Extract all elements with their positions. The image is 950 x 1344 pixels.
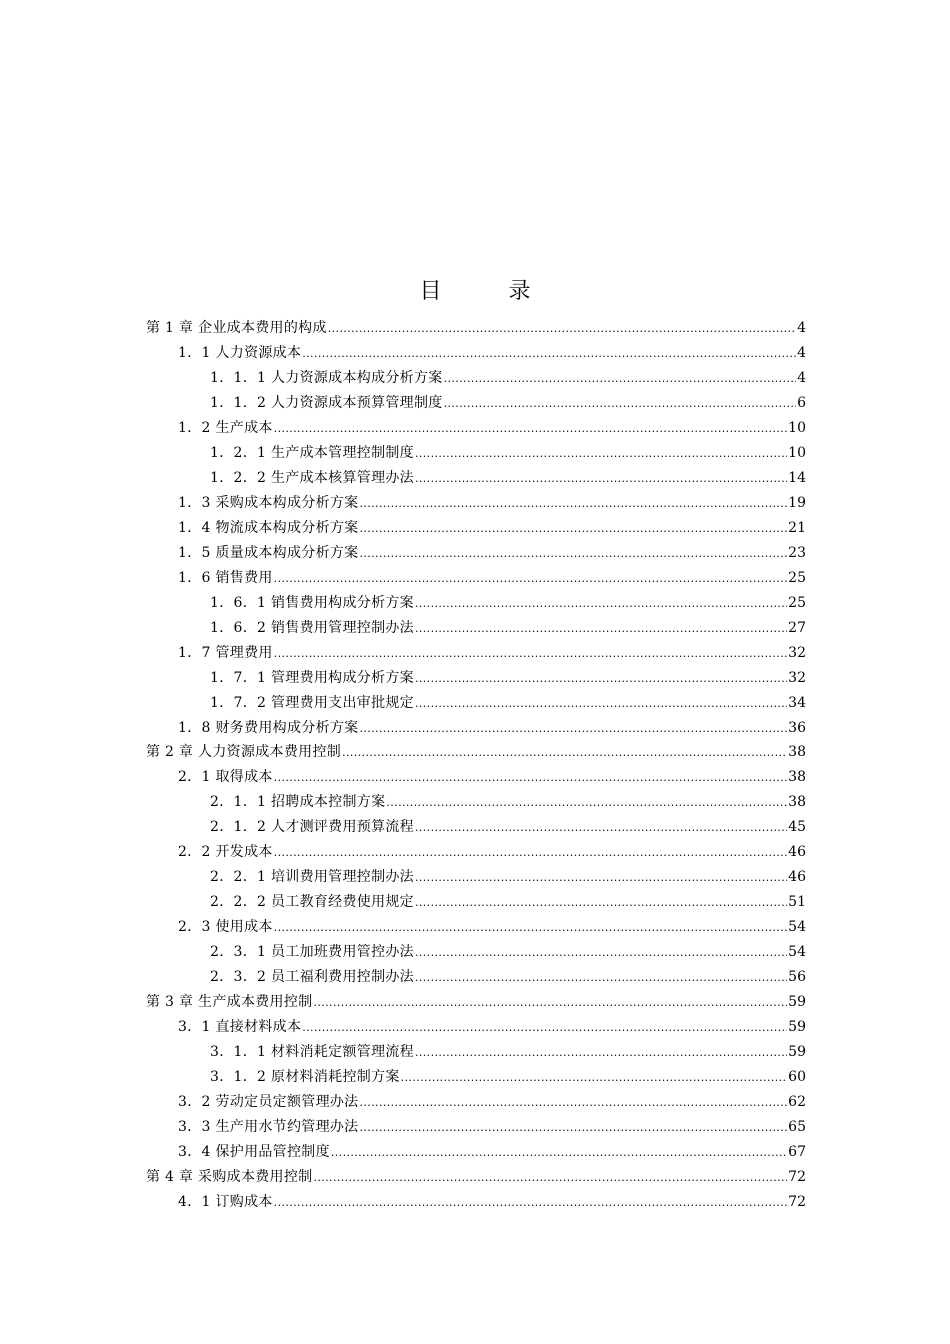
- toc-entry[interactable]: [146, 1090, 806, 1115]
- toc-entry-page-number: 59: [788, 994, 806, 1011]
- toc-entry[interactable]: [146, 965, 806, 990]
- toc-entry-page-number: 14: [788, 469, 806, 486]
- toc-entry-page-number: 56: [788, 969, 806, 986]
- toc-entry[interactable]: [146, 466, 806, 491]
- toc-dot-leader: [386, 791, 787, 816]
- toc-entry-page-number: 36: [788, 719, 806, 736]
- toc-entry-label: 1．8 财务费用构成分析方案: [178, 719, 359, 736]
- toc-dot-leader: [415, 1041, 787, 1066]
- toc-entry[interactable]: [146, 1040, 806, 1065]
- toc-dot-leader: [274, 916, 788, 941]
- toc-entry-page-number: 19: [788, 494, 806, 511]
- toc-dot-leader: [313, 1166, 787, 1191]
- toc-entry[interactable]: [146, 840, 806, 865]
- toc-dot-leader: [415, 442, 787, 467]
- toc-dot-leader: [359, 517, 787, 542]
- toc-dot-leader: [313, 991, 787, 1016]
- toc-dot-leader: [444, 392, 797, 417]
- toc-dot-leader: [302, 342, 796, 367]
- toc-entry-label: 3．1．1 材料消耗定额管理流程: [210, 1044, 414, 1061]
- toc-entry-label: 1．7．2 管理费用支出审批规定: [210, 694, 414, 711]
- toc-entry-label: 1．1．1 人力资源成本构成分析方案: [210, 369, 443, 386]
- toc-entry[interactable]: [146, 491, 806, 516]
- toc-entry[interactable]: [146, 940, 806, 965]
- toc-entry[interactable]: [146, 691, 806, 716]
- toc-entry[interactable]: [146, 391, 806, 416]
- toc-entry-label: 4．1 订购成本: [178, 1193, 273, 1210]
- toc-entry-label: 1．2．2 生产成本核算管理办法: [210, 469, 414, 486]
- toc-dot-leader: [274, 567, 788, 592]
- toc-dot-leader: [415, 866, 787, 891]
- toc-entry-label: 2．2．2 员工教育经费使用规定: [210, 894, 414, 911]
- toc-entry-page-number: 38: [788, 769, 806, 786]
- toc-entry[interactable]: [146, 790, 806, 815]
- toc-entry-page-number: 67: [788, 1143, 806, 1160]
- toc-entry-page-number: 59: [788, 1019, 806, 1036]
- toc-entry-label: 3．4 保护用品管控制度: [178, 1143, 330, 1160]
- toc-dot-leader: [302, 1016, 787, 1041]
- toc-entry-page-number: 10: [788, 419, 806, 436]
- toc-entry-page-number: 45: [788, 819, 806, 836]
- toc-entry[interactable]: [146, 416, 806, 441]
- toc-entry-label: 2．1 取得成本: [178, 769, 273, 786]
- toc-entry[interactable]: [146, 316, 806, 341]
- toc-entry-page-number: 4: [797, 344, 806, 361]
- toc-entry-label: 2．1．2 人才测评费用预算流程: [210, 819, 414, 836]
- toc-entry-page-number: 27: [788, 619, 806, 636]
- toc-entry-label: 3．1．2 原材料消耗控制方案: [210, 1069, 400, 1086]
- toc-dot-leader: [415, 617, 787, 642]
- toc-dot-leader: [415, 941, 787, 966]
- toc-entry[interactable]: [146, 716, 806, 741]
- toc-entry-label: 1．3 采购成本构成分析方案: [178, 494, 359, 511]
- toc-entry-label: 1．4 物流成本构成分析方案: [178, 519, 359, 536]
- toc-dot-leader: [444, 367, 797, 392]
- toc-dot-leader: [359, 1116, 787, 1141]
- toc-entry-page-number: 25: [788, 594, 806, 611]
- toc-entry[interactable]: [146, 341, 806, 366]
- toc-entry-label: 2．2．1 培训费用管理控制办法: [210, 869, 414, 886]
- toc-dot-leader: [415, 966, 787, 991]
- toc-entry[interactable]: [146, 1140, 806, 1165]
- toc-dot-leader: [342, 741, 787, 766]
- toc-entry[interactable]: [146, 541, 806, 566]
- toc-entry-label: 3．1 直接材料成本: [178, 1019, 302, 1036]
- toc-entry-label: 第 2 章 人力资源成本费用控制: [146, 744, 342, 761]
- toc-dot-leader: [415, 891, 787, 916]
- toc-entry[interactable]: [146, 516, 806, 541]
- toc-dot-leader: [274, 841, 788, 866]
- toc-entry[interactable]: [146, 740, 806, 765]
- toc-entry-label: 1．1．2 人力资源成本预算管理制度: [210, 394, 443, 411]
- toc-entry-page-number: 72: [788, 1193, 806, 1210]
- toc-dot-leader: [415, 692, 787, 717]
- toc-entry-page-number: 46: [788, 844, 806, 861]
- toc-dot-leader: [274, 417, 788, 442]
- toc-entry[interactable]: [146, 1165, 806, 1190]
- toc-entry-page-number: 4: [797, 369, 806, 386]
- toc-entry[interactable]: [146, 915, 806, 940]
- toc-dot-leader: [359, 717, 787, 742]
- toc-entry-label: 3．2 劳动定员定额管理办法: [178, 1094, 359, 1111]
- toc-entry-label: 3．3 生产用水节约管理办法: [178, 1119, 359, 1135]
- toc-entry-page-number: 10: [788, 444, 806, 461]
- toc-entry-page-number: 38: [788, 744, 806, 761]
- toc-entry-page-number: 34: [788, 694, 806, 711]
- toc-entry-page-number: 6: [797, 394, 806, 411]
- toc-entry-page-number: 21: [788, 519, 806, 536]
- toc-dot-leader: [331, 1141, 787, 1166]
- toc-dot-leader: [359, 492, 787, 517]
- toc-dot-leader: [274, 642, 788, 667]
- toc-entry[interactable]: [146, 1190, 806, 1215]
- toc-entry-label: 第 1 章 企业成本费用的构成: [146, 320, 327, 336]
- toc-entry-page-number: 32: [788, 644, 806, 661]
- toc-entry[interactable]: [146, 990, 806, 1015]
- toc-entry[interactable]: [146, 591, 806, 616]
- toc-entry-label: 1．6．1 销售费用构成分析方案: [210, 594, 414, 611]
- toc-entry[interactable]: [146, 641, 806, 666]
- toc-entry[interactable]: [146, 1065, 806, 1090]
- toc-entry-page-number: 59: [788, 1044, 806, 1061]
- toc-entry-label: 1．7．1 管理费用构成分析方案: [210, 669, 414, 686]
- toc-entry[interactable]: [146, 441, 806, 466]
- toc-entry[interactable]: [146, 865, 806, 890]
- toc-dot-leader: [415, 592, 787, 617]
- toc-entry[interactable]: [146, 890, 806, 915]
- toc-dot-leader: [274, 1191, 788, 1216]
- toc-dot-leader: [401, 1066, 788, 1091]
- table-of-contents: [146, 316, 806, 1215]
- toc-entry[interactable]: [146, 815, 806, 840]
- toc-entry-page-number: 23: [788, 544, 806, 561]
- toc-dot-leader: [415, 816, 787, 841]
- toc-entry-page-number: 38: [788, 794, 806, 811]
- toc-entry[interactable]: [146, 1115, 806, 1140]
- toc-entry[interactable]: [146, 666, 806, 691]
- toc-entry[interactable]: [146, 566, 806, 591]
- toc-dot-leader: [274, 766, 788, 791]
- toc-entry-page-number: 54: [788, 919, 806, 936]
- toc-entry-page-number: 62: [788, 1094, 806, 1111]
- toc-entry-label: 1．5 质量成本构成分析方案: [178, 544, 359, 561]
- toc-entry[interactable]: [146, 1015, 806, 1040]
- toc-entry-label: 1．2．1 生产成本管理控制制度: [210, 444, 414, 461]
- toc-entry-page-number: 72: [788, 1168, 806, 1185]
- toc-entry-page-number: 25: [788, 569, 806, 586]
- toc-entry-label: 1．1 人力资源成本: [178, 344, 302, 361]
- toc-entry-page-number: 65: [788, 1119, 806, 1135]
- toc-dot-leader: [415, 467, 787, 492]
- toc-entry-page-number: 51: [788, 894, 806, 911]
- toc-entry-label: 第 4 章 采购成本费用控制: [146, 1168, 313, 1185]
- toc-entry[interactable]: [146, 765, 806, 790]
- toc-entry-label: 2．3．2 员工福利费用控制办法: [210, 969, 414, 986]
- toc-dot-leader: [415, 667, 787, 692]
- toc-entry-label: 2．1．1 招聘成本控制方案: [210, 794, 386, 811]
- toc-dot-leader: [359, 542, 787, 567]
- toc-entry-page-number: 32: [788, 669, 806, 686]
- toc-entry-page-number: 4: [797, 320, 806, 336]
- toc-entry-page-number: 46: [788, 869, 806, 886]
- toc-dot-leader: [359, 1091, 787, 1116]
- toc-entry-label: 1．6 销售费用: [178, 569, 273, 586]
- toc-entry-label: 1．7 管理费用: [178, 644, 273, 661]
- toc-dot-leader: [328, 317, 796, 342]
- toc-entry[interactable]: [146, 616, 806, 641]
- toc-entry-label: 第 3 章 生产成本费用控制: [146, 994, 313, 1011]
- toc-entry-label: 1．6．2 销售费用管理控制办法: [210, 619, 414, 636]
- toc-entry-page-number: 54: [788, 944, 806, 961]
- toc-entry-label: 1．2 生产成本: [178, 419, 273, 436]
- page-title: 目 录: [419, 279, 561, 304]
- toc-entry-label: 2．3 使用成本: [178, 919, 273, 936]
- toc-entry-label: 2．3．1 员工加班费用管控办法: [210, 944, 414, 961]
- toc-entry-page-number: 60: [788, 1069, 806, 1086]
- toc-entry-label: 2．2 开发成本: [178, 844, 273, 861]
- toc-entry[interactable]: [146, 366, 806, 391]
